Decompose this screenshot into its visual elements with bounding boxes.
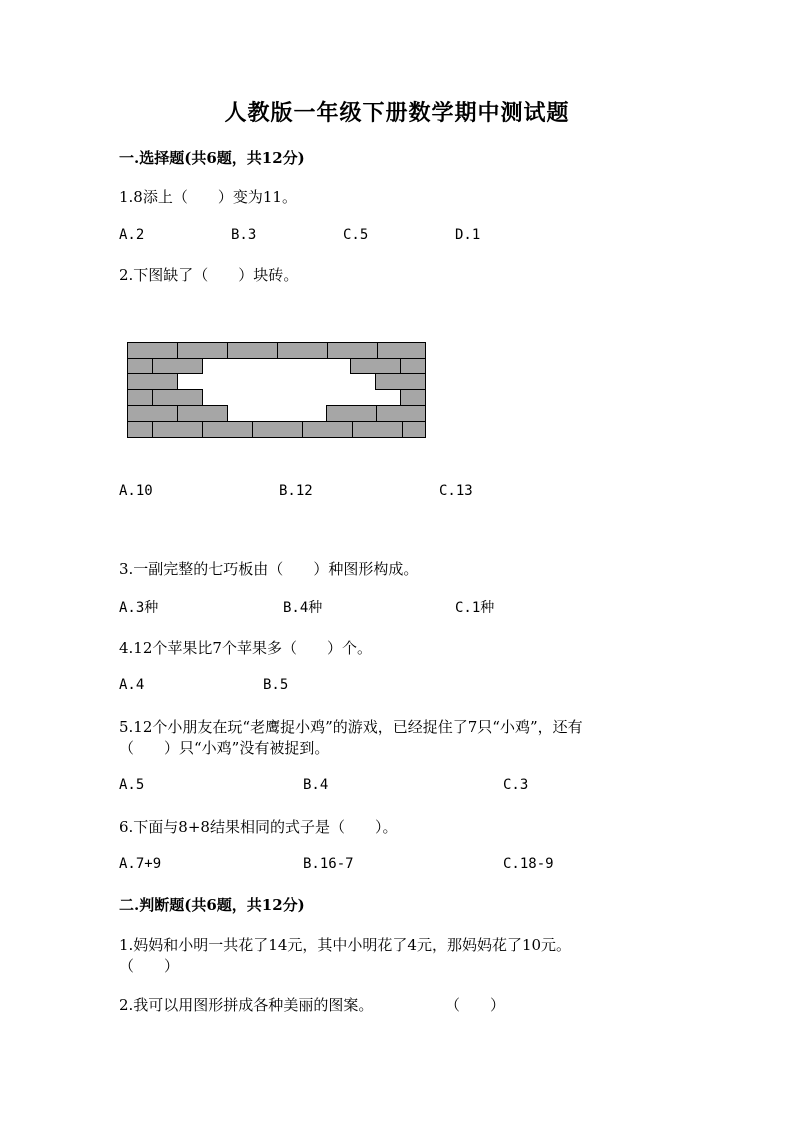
q3-option-a: A.3种 [119,600,159,616]
q1-option-b: B.3 [231,227,257,243]
question-1-text: 1.8添上（ ）变为11。 [119,188,297,206]
q4-option-a: A.4 [119,677,145,693]
q2-option-a: A.10 [119,483,153,499]
question-5-text: 5.12个小朋友在玩“老鹰捉小鸡”的游戏，已经捉住了7只“小鸡”，还有 [119,718,583,736]
brick-wall-figure [127,342,427,439]
q2-option-c: C.13 [439,483,473,499]
judgment-1-answer-blank: （ ） [119,957,180,975]
q5-option-c: C.3 [503,777,529,793]
q6-option-a: A.7+9 [119,856,162,872]
question-6-text: 6.下面与8+8结果相同的式子是（ ）。 [119,818,398,836]
judgment-2-answer-blank: （ ） [445,996,506,1014]
section-heading-choice: 一.选择题(共6题，共12分) [119,149,305,167]
question-2-text: 2.下图缺了（ ）块砖。 [119,266,299,284]
page-title: 人教版一年级下册数学期中测试题 [224,100,570,126]
judgment-1-text: 1.妈妈和小明一共花了14元，其中小明花了4元，那妈妈花了10元。 [119,936,572,954]
q5-option-a: A.5 [119,777,145,793]
judgment-2-text: 2.我可以用图形拼成各种美丽的图案。 [119,996,374,1014]
question-4-text: 4.12个苹果比7个苹果多（ ）个。 [119,639,372,657]
question-3-text: 3.一副完整的七巧板由（ ）种图形构成。 [119,560,419,578]
section-heading-judgment: 二.判断题(共6题，共12分) [119,896,305,914]
q5-option-b: B.4 [303,777,329,793]
q3-option-c: C.1种 [455,600,495,616]
q1-option-d: D.1 [455,227,481,243]
q2-option-b: B.12 [279,483,313,499]
q6-option-b: B.16-7 [303,856,354,872]
question-5-text-line2: （ ）只“小鸡”没有被捉到。 [119,739,330,757]
q4-option-b: B.5 [263,677,289,693]
q3-option-b: B.4种 [283,600,323,616]
q1-option-c: C.5 [343,227,369,243]
q6-option-c: C.18-9 [503,856,554,872]
q1-option-a: A.2 [119,227,145,243]
